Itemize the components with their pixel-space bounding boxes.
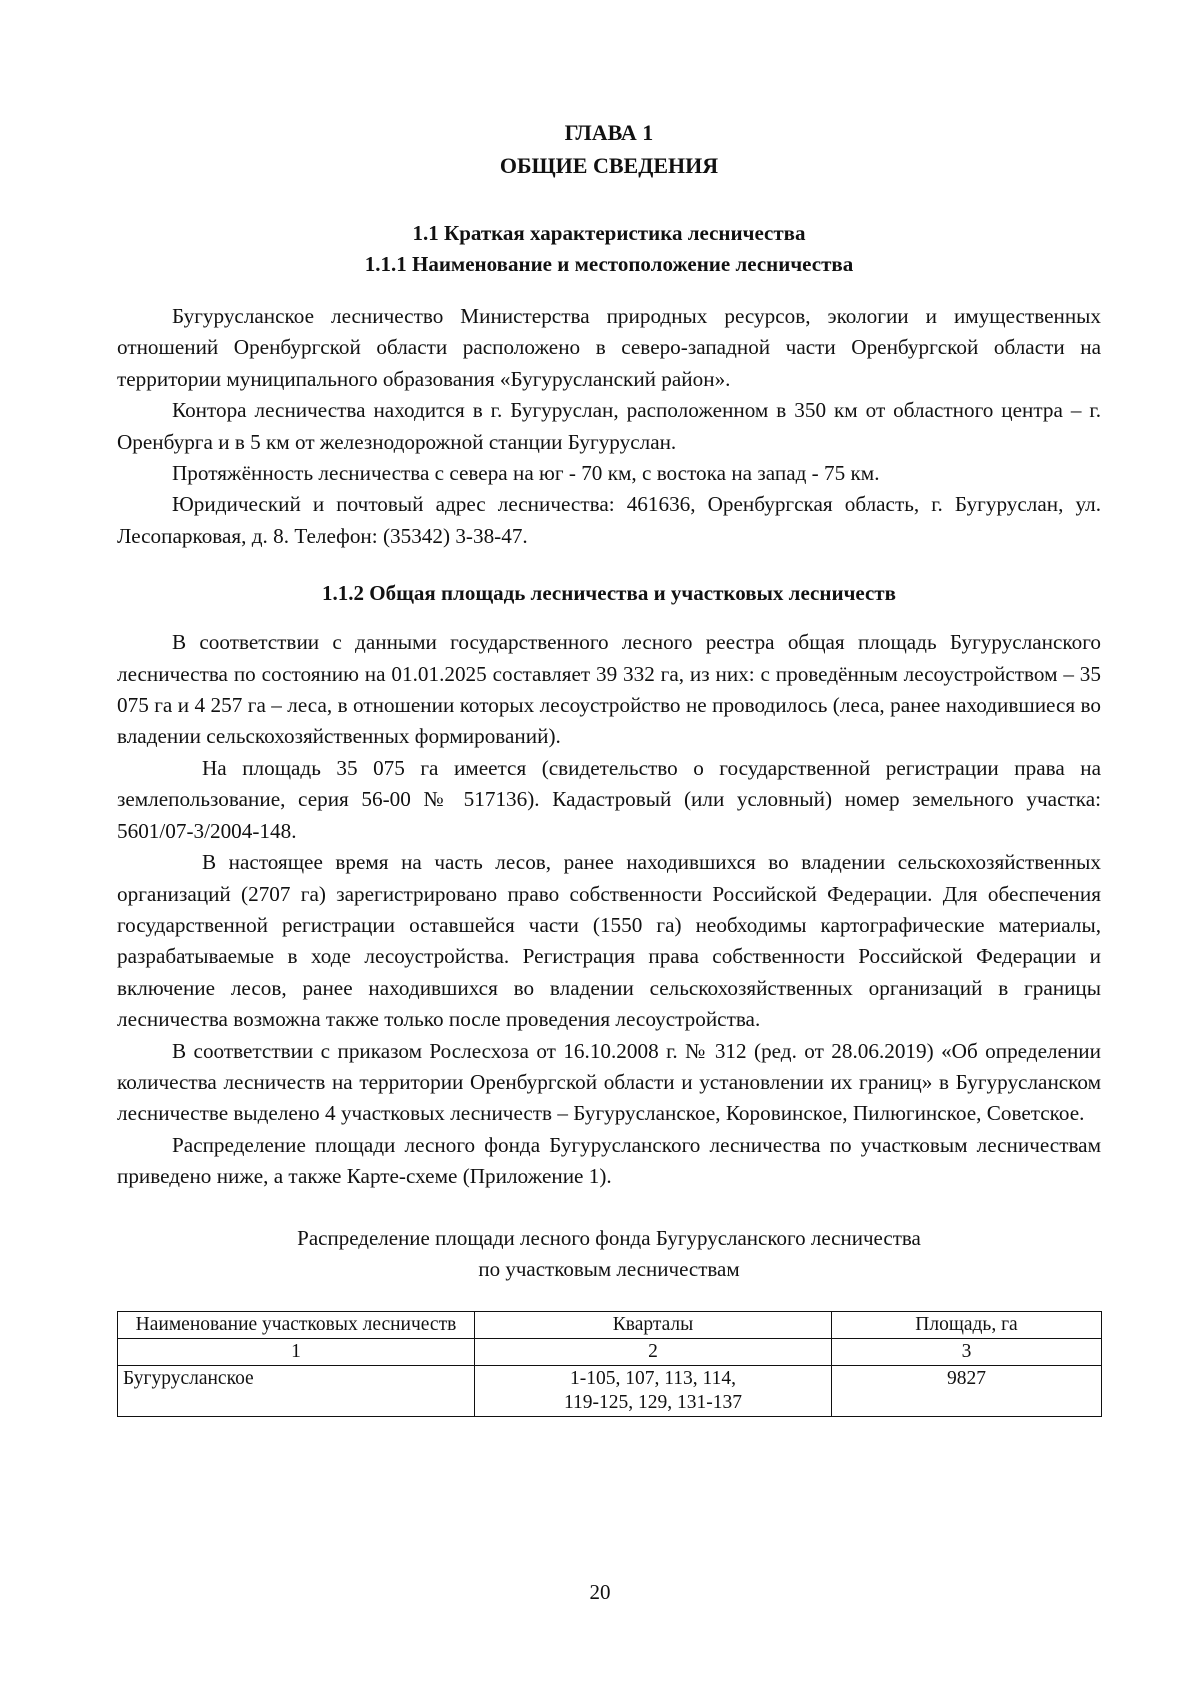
column-number-cell: 3: [832, 1338, 1102, 1365]
subsection-title: 1.1.2 Общая площадь лесничества и участковых лесничеств: [322, 581, 896, 606]
paragraph: В настоящее время на часть лесов, ранее находившихся во владении сельскохозяйственных организаций (2707 га) зарегистрировано право собственности Российской Федерации. Для обеспечения государственной регистрации оставшейся части (1550 га) необходимы картографические материалы, разрабатываемые в ходе лесоустройства. Регистрация права собственности Российской Федерации и включение лесов, ранее находившихся во владении сельскохозяйственных организаций в границы лесничества возможна также только после проведения лесоустройства.: [117, 850, 1101, 1032]
section-body: [117, 627, 1101, 1192]
table-cell-area: 9827: [832, 1365, 1102, 1416]
column-number-cell: 1: [118, 1338, 475, 1365]
chapter-number: ГЛАВА 1: [564, 120, 654, 145]
column-number-cell: 2: [475, 1338, 832, 1365]
page-number: 20: [589, 1580, 611, 1604]
table-header-cell: Кварталы: [475, 1311, 832, 1338]
section-body: [117, 301, 1101, 552]
table-column-number-row: [118, 1338, 1102, 1365]
table-header-cell: Наименование участковых лесничеств: [118, 1311, 475, 1338]
paragraph: Протяжённость лесничества с севера на юг - 70 км, с востока на запад - 75 км.: [172, 461, 880, 486]
section-title: 1.1 Краткая характеристика лесничества: [412, 221, 806, 245]
paragraph: На площадь 35 075 га имеется (свидетельство о государственной регистрации права на землепользование, серия 56-00 № 517136). Кадастровый (или условный) номер земельного участка: 5601/07-3/2004-148.: [117, 755, 1101, 843]
paragraph: В соответствии с приказом Рослесхоза от 16.10.2008 г. № 312 (ред. от 28.06.2019) «Об определении количества лесничеств на территории Оренбургской области и установлении их границ» в Бугурусланском лесничестве выделено 4 участковых лесничеств – Бугурусланское, Коровинское, Пилюгинское, Советское.: [117, 1038, 1101, 1126]
table-caption-line: Распределение площади лесного фонда Бугурусланского лесничества: [297, 1225, 921, 1250]
paragraph: Юридический и почтовый адрес лесничества: 461636, Оренбургская область, г. Бугуруслан, ул. Лесопарковая, д. 8. Телефон: (35342) 3-38-47.: [117, 492, 1101, 548]
quarters-line: 119-125, 129, 131-137: [563, 1391, 742, 1413]
quarters-line: 1-105, 107, 113, 114,: [570, 1367, 736, 1389]
subsection-title: 1.1.1 Наименование и местоположение лесничества: [364, 252, 854, 276]
table-cell-quarters: [475, 1365, 832, 1416]
forestry-distribution-table: [117, 1311, 1102, 1417]
paragraph: В соответствии с данными государственного лесного реестра общая площадь Бугурусланского лесничества по состоянию на 01.01.2025 составляет 39 332 га, из них: с проведённым лесоустройством – 35 075 га и 4 257 га – леса, в отношении которых лесоустройство не проводилось (леса, ранее находившиеся во владении сельскохозяйственных формирований).: [117, 630, 1101, 749]
paragraph: Распределение площади лесного фонда Бугурусланского лесничества по участковым лесничествам приведено ниже, а также Карте-схеме (Приложение 1).: [117, 1132, 1101, 1189]
table-header-row: [118, 1311, 1102, 1338]
paragraph: Контора лесничества находится в г. Бугуруслан, расположенном в 350 км от областного центра – г. Оренбурга и в 5 км от железнодорожной станции Бугуруслан.: [117, 398, 1101, 454]
table-cell-name: Бугурусланское: [118, 1365, 475, 1416]
paragraph: Бугурусланское лесничество Министерства природных ресурсов, экологии и имущественных отношений Оренбургской области расположено в северо-западной части Оренбургской области на территории муниципального образования «Бугурусланский район».: [117, 304, 1101, 391]
table-caption: [117, 1223, 1101, 1285]
table-caption-line: по участковым лесничествам: [478, 1256, 740, 1281]
table-header-cell: Площадь, га: [832, 1311, 1102, 1338]
chapter-title: ОБЩИЕ СВЕДЕНИЯ: [499, 153, 719, 178]
page-content: [117, 112, 1101, 1417]
table-row: [118, 1365, 1102, 1416]
